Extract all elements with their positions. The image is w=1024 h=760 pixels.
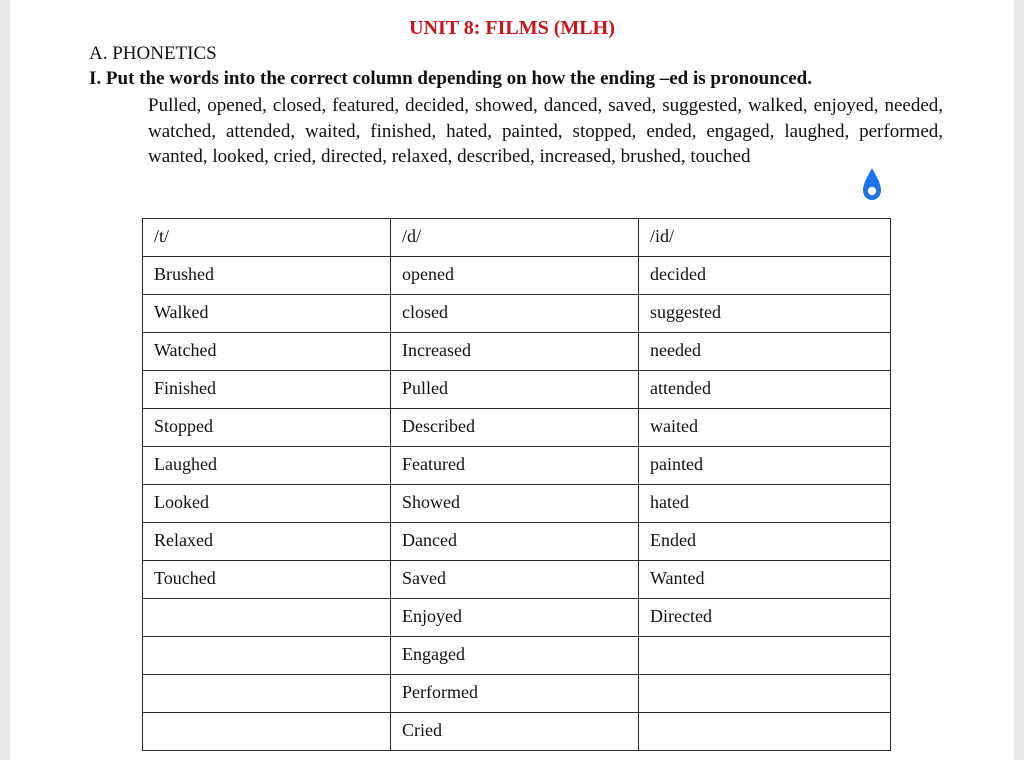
header-cell-d: /d/ <box>391 219 639 257</box>
table-cell: Watched <box>143 333 391 371</box>
table-cell <box>143 675 391 713</box>
table-cell: Increased <box>391 333 639 371</box>
table-row <box>143 561 891 599</box>
table-cell: Engaged <box>391 637 639 675</box>
table-row <box>143 713 891 751</box>
table-cell: suggested <box>639 295 891 333</box>
table-row <box>143 333 891 371</box>
table-row <box>143 523 891 561</box>
header-cell-t: /t/ <box>143 219 391 257</box>
table-cell: closed <box>391 295 639 333</box>
table-cell: Pulled <box>391 371 639 409</box>
table-cell: Laughed <box>143 447 391 485</box>
table-cell <box>639 713 891 751</box>
table-cell: decided <box>639 257 891 295</box>
table-row <box>143 447 891 485</box>
word-list: Pulled, opened, closed, featured, decided, showed, danced, saved, suggested, walked, enjoyed, needed, watched, attended, waited, finished, hated, painted, stopped, ended, engaged, laughed, performed, wanted, looked, cried, directed, relaxed, described, increased, brushed, touched <box>148 95 943 167</box>
table-cell <box>143 637 391 675</box>
water-drop-icon[interactable] <box>860 166 884 204</box>
table-row <box>143 637 891 675</box>
table-cell: painted <box>639 447 891 485</box>
table-cell: Directed <box>639 599 891 637</box>
table-cell: Finished <box>143 371 391 409</box>
table-cell: waited <box>639 409 891 447</box>
table-cell: Wanted <box>639 561 891 599</box>
document-page <box>10 0 1014 760</box>
table-cell: Enjoyed <box>391 599 639 637</box>
table-cell: needed <box>639 333 891 371</box>
table-cell: Showed <box>391 485 639 523</box>
table-cell <box>143 599 391 637</box>
table-cell: Danced <box>391 523 639 561</box>
table-row <box>143 295 891 333</box>
answer-table <box>142 218 891 751</box>
table-header-row <box>143 219 891 257</box>
table-cell <box>143 713 391 751</box>
table-row <box>143 371 891 409</box>
table-cell: Cried <box>391 713 639 751</box>
table-cell: Performed <box>391 675 639 713</box>
table-cell: Featured <box>391 447 639 485</box>
table-cell: Touched <box>143 561 391 599</box>
table-row <box>143 675 891 713</box>
table-row <box>143 599 891 637</box>
table-row <box>143 257 891 295</box>
exercise-instruction: I. Put the words into the correct column depending on how the ending –ed is pronounced. <box>89 68 812 89</box>
table-cell: hated <box>639 485 891 523</box>
table-cell: opened <box>391 257 639 295</box>
table-cell: Ended <box>639 523 891 561</box>
table-row <box>143 485 891 523</box>
section-heading: A. PHONETICS <box>89 43 217 64</box>
header-cell-id: /id/ <box>639 219 891 257</box>
table-cell: Looked <box>143 485 391 523</box>
table-cell <box>639 637 891 675</box>
table-cell: attended <box>639 371 891 409</box>
page-title: UNIT 8: FILMS (MLH) <box>409 17 615 39</box>
table-row <box>143 409 891 447</box>
table-cell <box>639 675 891 713</box>
table-cell: Stopped <box>143 409 391 447</box>
table-cell: Described <box>391 409 639 447</box>
table-cell: Saved <box>391 561 639 599</box>
table-cell: Walked <box>143 295 391 333</box>
table-cell: Brushed <box>143 257 391 295</box>
table-cell: Relaxed <box>143 523 391 561</box>
